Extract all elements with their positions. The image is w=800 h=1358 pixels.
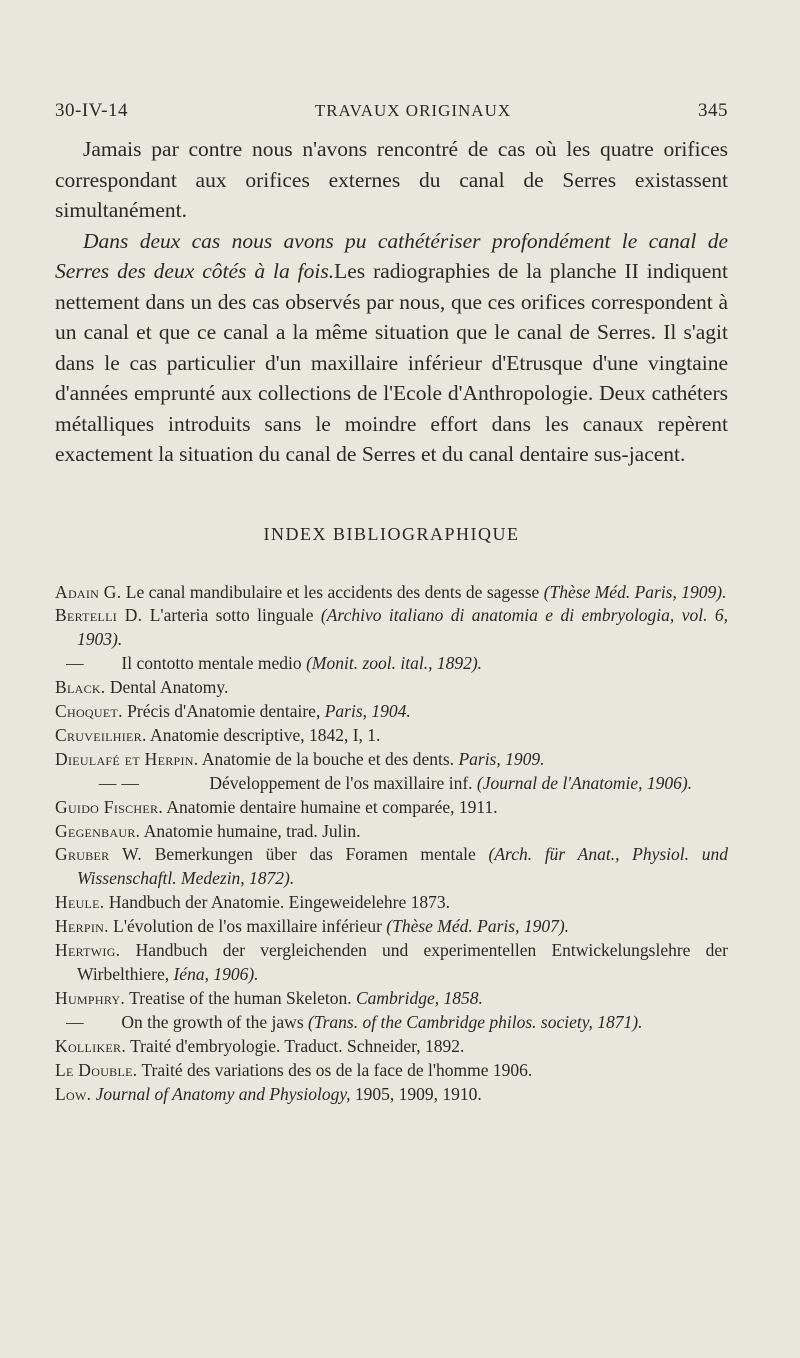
bib-author: Choquet.	[55, 701, 123, 722]
bib-entry	[55, 581, 728, 605]
bib-entry	[55, 915, 728, 939]
bib-entry	[55, 676, 728, 700]
bib-author: Cruveilhier.	[55, 724, 147, 745]
bib-entry	[55, 604, 728, 652]
header-section-title: TRAVAUX ORIGINAUX	[314, 101, 512, 120]
bib-author: Bertelli D.	[55, 605, 143, 626]
bib-text: L'évolution de l'os maxillaire inférieur	[108, 916, 387, 937]
bib-entry	[55, 748, 728, 772]
bib-entry	[55, 1083, 728, 1107]
bib-text: Treatise of the human Skeleton.	[125, 987, 356, 1008]
bib-text: Précis d'Anatomie dentaire,	[122, 701, 325, 722]
bib-entry	[55, 987, 728, 1011]
bib-source: (Thèse Méd. Paris, 1909).	[543, 581, 727, 602]
bib-entry	[55, 1035, 728, 1059]
bib-author: Black.	[55, 677, 106, 698]
bib-author: Hertwig.	[55, 940, 121, 961]
bib-source: (Thèse Méd. Paris, 1907).	[386, 916, 570, 937]
bib-entry	[55, 939, 728, 987]
running-header	[55, 100, 728, 122]
bib-source: Cambridge, 1858.	[356, 987, 483, 1008]
index-title: INDEX BIBLIOGRAPHIQUE	[263, 523, 520, 544]
bib-source: Paris, 1904.	[324, 701, 411, 722]
paragraph-2	[55, 226, 728, 470]
bib-text: Bemerkungen über das Foramen mentale	[142, 844, 489, 865]
bib-text: Dental Anatomy.	[105, 677, 229, 698]
bib-source: Journal of Anatomy and Physiology,	[95, 1083, 351, 1104]
bib-text: Anatomie dentaire humaine et comparée, 1911.	[163, 796, 498, 817]
bib-author: Gegenbaur.	[55, 820, 141, 841]
bib-author: Guido Fischer.	[55, 796, 163, 817]
paragraph-1: Jamais par contre nous n'avons rencontré de cas où les quatre orifices correspondant aux orifices externes du canal de Serres existassent simultanément.	[55, 137, 728, 222]
bib-entry	[55, 820, 728, 844]
bib-entry	[55, 700, 728, 724]
bib-entry	[55, 1059, 728, 1083]
bib-author: Adain G.	[55, 581, 122, 602]
bib-source: (Archivo italiano di anatomia e di embryologia, vol. 6, 1903).	[77, 605, 728, 650]
bib-text: Anatomie humaine, trad. Julin.	[140, 820, 361, 841]
bib-author: — —	[98, 772, 140, 793]
bib-entry	[55, 796, 728, 820]
bib-author: Gruber W.	[55, 844, 143, 865]
bib-entry	[55, 891, 728, 915]
bib-entry	[55, 1011, 728, 1035]
bib-text: Anatomie descriptive, 1842, I, 1.	[146, 724, 381, 745]
bib-text: L'arteria sotto linguale	[142, 605, 321, 626]
bib-author: Heule.	[55, 892, 105, 913]
bib-author: Le Double.	[55, 1059, 138, 1080]
bib-tail: 1905, 1909, 1910.	[350, 1083, 482, 1104]
bib-text: Anatomie de la bouche et des dents.	[198, 748, 459, 769]
bib-entry	[55, 843, 728, 891]
bib-text: Handbuch der Anatomie. Eingeweidelehre 1873.	[104, 892, 450, 913]
bib-text: Traité d'embryologie. Traduct. Schneider, 1892.	[126, 1035, 465, 1056]
bib-author: —	[66, 1011, 84, 1032]
header-date: 30-IV-14	[55, 100, 128, 121]
bib-text: Développement de l'os maxillaire inf.	[205, 772, 477, 793]
bib-text: Traité des variations des os de la face de l'homme 1906.	[137, 1059, 533, 1080]
bib-text: Handbuch der vergleichenden und experimentellen Entwickelungslehre der Wirbelthiere,	[77, 940, 728, 984]
bib-entry	[55, 652, 728, 676]
bib-source: (Monit. zool. ital., 1892).	[306, 653, 483, 674]
bib-text: Le canal mandibulaire et les accidents des dents de sagesse	[121, 581, 544, 602]
bib-entry	[55, 772, 728, 796]
page-number: 345	[697, 100, 728, 121]
bib-author: Humphry.	[55, 987, 126, 1008]
bib-entry	[55, 724, 728, 748]
bib-source: (Arch. für Anat., Physiol. und Wissenschaftl. Medezin, 1872).	[77, 844, 728, 889]
bib-author: Low.	[55, 1083, 92, 1104]
bib-author: Herpin.	[55, 916, 109, 937]
bib-source: (Trans. of the Cambridge philos. society, 1871).	[308, 1011, 643, 1032]
bib-source: (Journal de l'Anatomie, 1906).	[476, 772, 693, 793]
bib-text: Il contotto mentale medio	[117, 653, 307, 674]
bib-text: On the growth of the jaws	[117, 1011, 309, 1032]
bib-source: Paris, 1909.	[458, 748, 545, 769]
bib-author: —	[66, 653, 84, 674]
bib-source: Iéna, 1906).	[173, 964, 259, 984]
paragraph-2-rest: Les radiographies de la planche II indiquent nettement dans un des cas observés par nous, que ces orifices correspondent à un canal et que ce canal a la même situation que le canal de Serres. Il s'agit dans le cas particulier d'un maxillaire inférieur d'Etrusque d'une vingtaine d'années emprunté aux collections de l'Ecole d'Anthropologie. Deux cathéters métalliques introduits sans le moindre effort dans les canaux repèrent exactement la situation du canal de Serres et du canal dentaire sus-jacent.	[55, 259, 728, 466]
bib-author: Kolliker.	[55, 1035, 127, 1056]
paragraph-2-italic: Dans deux cas nous avons pu cathétériser profondément le canal de Serres des deux côtés à la fois.	[55, 228, 728, 283]
bib-author: Dieulafé et Herpin.	[55, 748, 199, 769]
bibliography-list	[55, 581, 728, 1107]
